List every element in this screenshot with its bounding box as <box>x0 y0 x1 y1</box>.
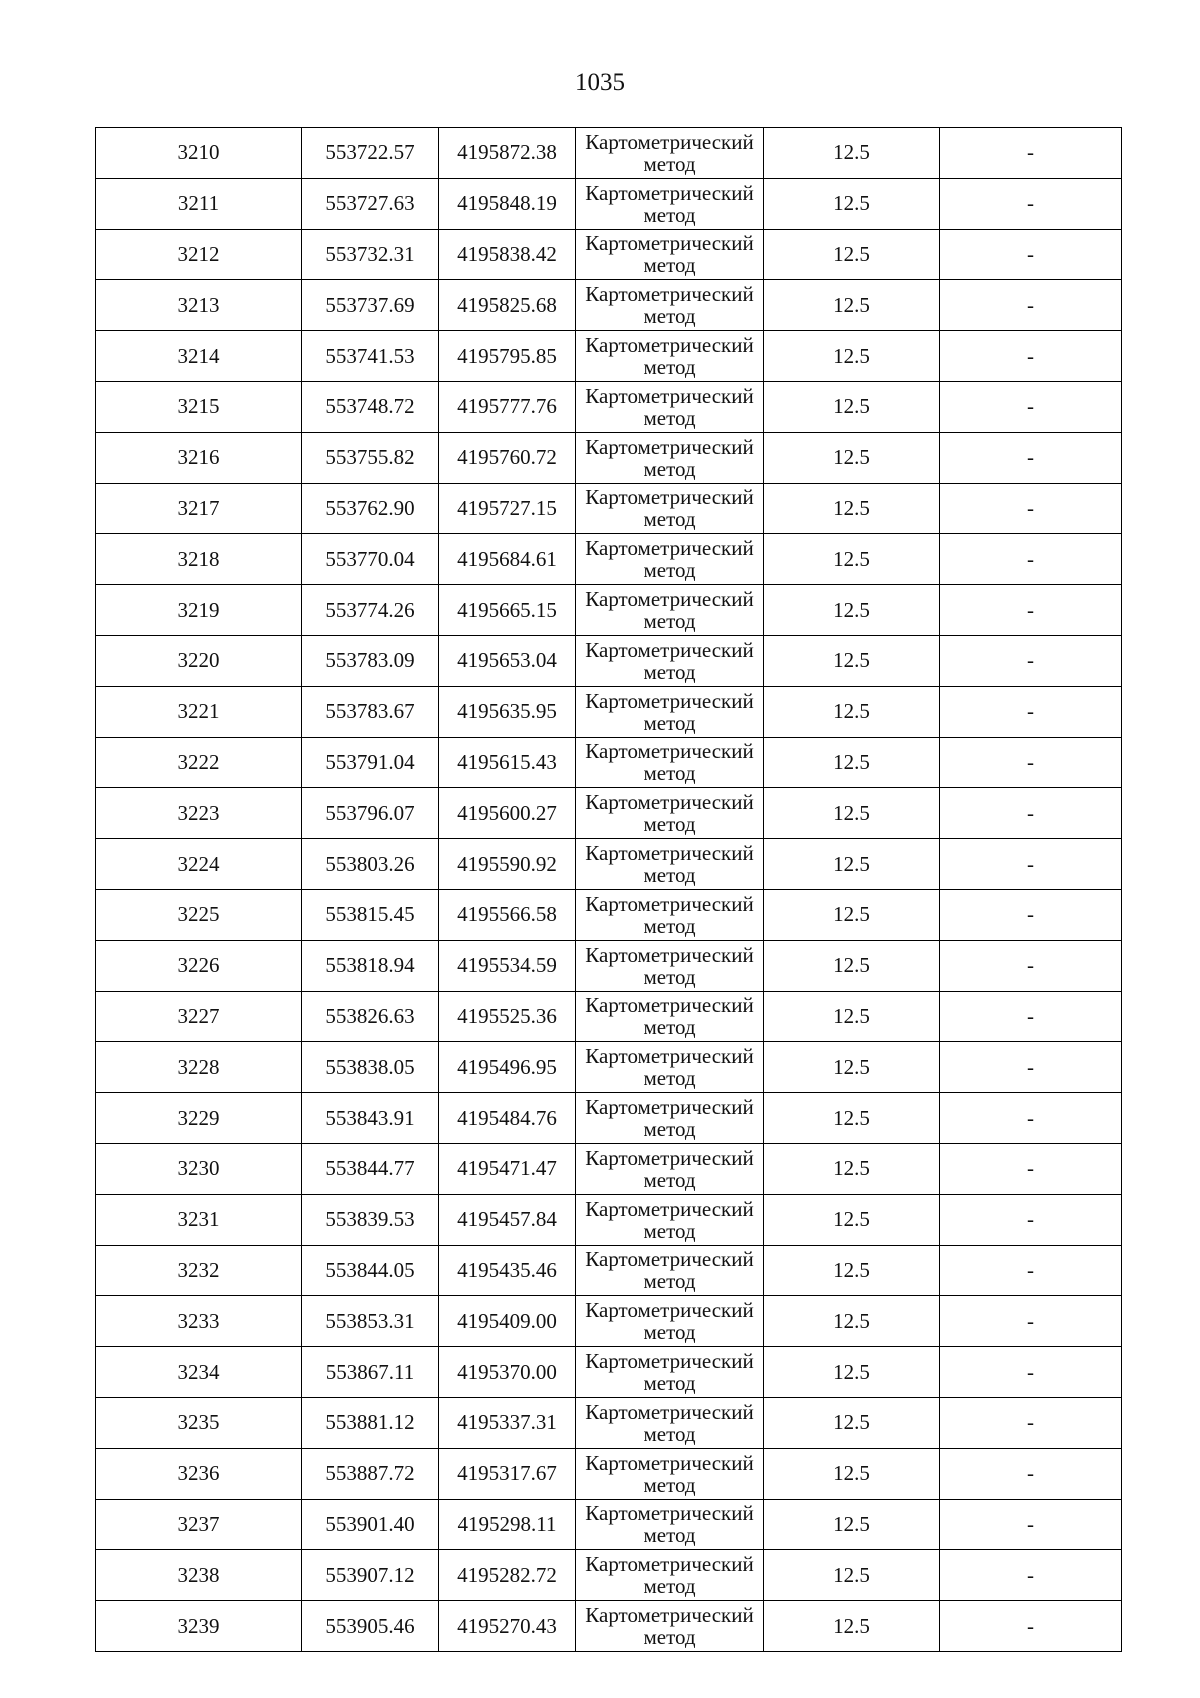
method-cell <box>576 534 764 585</box>
method-cell <box>576 1042 764 1093</box>
method-text-line: Картометрический <box>585 1450 754 1475</box>
description-cell: - <box>940 1499 1122 1550</box>
y-coordinate-cell: 4195825.68 <box>439 280 576 331</box>
accuracy-cell: 12.5 <box>764 991 940 1042</box>
method-cell <box>576 788 764 839</box>
method-text-line: Картометрический <box>585 841 754 866</box>
method-text-line: метод <box>643 1269 696 1294</box>
table-row <box>96 178 1122 229</box>
description-cell: - <box>940 1194 1122 1245</box>
description-cell: - <box>940 1143 1122 1194</box>
point-number-cell: 3214 <box>96 331 302 382</box>
method-text-line: метод <box>643 507 696 532</box>
table-row <box>96 839 1122 890</box>
method-cell <box>576 1550 764 1601</box>
x-coordinate-cell: 553755.82 <box>302 432 439 483</box>
y-coordinate-cell: 4195635.95 <box>439 686 576 737</box>
method-text-line: Картометрический <box>585 1196 754 1221</box>
x-coordinate-cell: 553838.05 <box>302 1042 439 1093</box>
point-number-cell: 3225 <box>96 889 302 940</box>
point-number-cell: 3224 <box>96 839 302 890</box>
x-coordinate-cell: 553839.53 <box>302 1194 439 1245</box>
x-coordinate-cell: 553843.91 <box>302 1093 439 1144</box>
method-cell <box>576 432 764 483</box>
y-coordinate-cell: 4195471.47 <box>439 1143 576 1194</box>
y-coordinate-cell: 4195838.42 <box>439 229 576 280</box>
y-coordinate-cell: 4195484.76 <box>439 1093 576 1144</box>
description-cell: - <box>940 381 1122 432</box>
point-number-cell: 3232 <box>96 1245 302 1296</box>
y-coordinate-cell: 4195684.61 <box>439 534 576 585</box>
x-coordinate-cell: 553803.26 <box>302 839 439 890</box>
method-text-line: метод <box>643 1574 696 1599</box>
x-coordinate-cell: 553732.31 <box>302 229 439 280</box>
description-cell: - <box>940 1042 1122 1093</box>
accuracy-cell: 12.5 <box>764 1143 940 1194</box>
x-coordinate-cell: 553901.40 <box>302 1499 439 1550</box>
accuracy-cell: 12.5 <box>764 1042 940 1093</box>
coordinates-table <box>95 127 1122 1652</box>
point-number-cell: 3221 <box>96 686 302 737</box>
x-coordinate-cell: 553770.04 <box>302 534 439 585</box>
method-text-line: Картометрический <box>585 1247 754 1272</box>
point-number-cell: 3212 <box>96 229 302 280</box>
y-coordinate-cell: 4195600.27 <box>439 788 576 839</box>
point-number-cell: 3219 <box>96 585 302 636</box>
x-coordinate-cell: 553737.69 <box>302 280 439 331</box>
x-coordinate-cell: 553905.46 <box>302 1601 439 1652</box>
description-cell: - <box>940 737 1122 788</box>
point-number-cell: 3227 <box>96 991 302 1042</box>
description-cell: - <box>940 635 1122 686</box>
table-row <box>96 1499 1122 1550</box>
point-number-cell: 3235 <box>96 1397 302 1448</box>
method-text-line: Картометрический <box>585 891 754 916</box>
method-text-line: метод <box>643 1066 696 1091</box>
table-row <box>96 1550 1122 1601</box>
method-text-line: Картометрический <box>585 1349 754 1374</box>
description-cell: - <box>940 889 1122 940</box>
point-number-cell: 3220 <box>96 635 302 686</box>
y-coordinate-cell: 4195760.72 <box>439 432 576 483</box>
table-row <box>96 1093 1122 1144</box>
table-row <box>96 1245 1122 1296</box>
y-coordinate-cell: 4195317.67 <box>439 1448 576 1499</box>
y-coordinate-cell: 4195777.76 <box>439 381 576 432</box>
method-text-line: Картометрический <box>585 942 754 967</box>
point-number-cell: 3228 <box>96 1042 302 1093</box>
x-coordinate-cell: 553783.67 <box>302 686 439 737</box>
y-coordinate-cell: 4195872.38 <box>439 128 576 179</box>
accuracy-cell: 12.5 <box>764 1499 940 1550</box>
table-row <box>96 1296 1122 1347</box>
method-text-line: метод <box>643 913 696 938</box>
y-coordinate-cell: 4195496.95 <box>439 1042 576 1093</box>
method-text-line: метод <box>643 1117 696 1142</box>
table-row <box>96 1448 1122 1499</box>
method-text-line: метод <box>643 202 696 227</box>
method-cell <box>576 1093 764 1144</box>
description-cell: - <box>940 331 1122 382</box>
method-cell <box>576 280 764 331</box>
method-text-line: Картометрический <box>585 129 754 154</box>
accuracy-cell: 12.5 <box>764 889 940 940</box>
y-coordinate-cell: 4195653.04 <box>439 635 576 686</box>
y-coordinate-cell: 4195848.19 <box>439 178 576 229</box>
y-coordinate-cell: 4195727.15 <box>439 483 576 534</box>
method-cell <box>576 686 764 737</box>
accuracy-cell: 12.5 <box>764 686 940 737</box>
y-coordinate-cell: 4195409.00 <box>439 1296 576 1347</box>
method-text-line: Картометрический <box>585 1095 754 1120</box>
method-cell <box>576 889 764 940</box>
accuracy-cell: 12.5 <box>764 229 940 280</box>
table-row <box>96 1601 1122 1652</box>
method-cell <box>576 1296 764 1347</box>
y-coordinate-cell: 4195525.36 <box>439 991 576 1042</box>
method-text-line: метод <box>643 863 696 888</box>
table-row <box>96 686 1122 737</box>
point-number-cell: 3237 <box>96 1499 302 1550</box>
method-cell <box>576 635 764 686</box>
description-cell: - <box>940 686 1122 737</box>
accuracy-cell: 12.5 <box>764 178 940 229</box>
table-row <box>96 737 1122 788</box>
y-coordinate-cell: 4195435.46 <box>439 1245 576 1296</box>
method-cell <box>576 1601 764 1652</box>
method-text-line: метод <box>643 1167 696 1192</box>
point-number-cell: 3233 <box>96 1296 302 1347</box>
point-number-cell: 3229 <box>96 1093 302 1144</box>
description-cell: - <box>940 483 1122 534</box>
x-coordinate-cell: 553741.53 <box>302 331 439 382</box>
accuracy-cell: 12.5 <box>764 331 940 382</box>
point-number-cell: 3230 <box>96 1143 302 1194</box>
x-coordinate-cell: 553722.57 <box>302 128 439 179</box>
table-row <box>96 991 1122 1042</box>
table-row <box>96 381 1122 432</box>
table-row <box>96 1143 1122 1194</box>
point-number-cell: 3216 <box>96 432 302 483</box>
table-row <box>96 585 1122 636</box>
method-cell <box>576 331 764 382</box>
table-row <box>96 1347 1122 1398</box>
method-text-line: метод <box>643 253 696 278</box>
x-coordinate-cell: 553853.31 <box>302 1296 439 1347</box>
x-coordinate-cell: 553783.09 <box>302 635 439 686</box>
method-text-line: Картометрический <box>585 1552 754 1577</box>
method-cell <box>576 1499 764 1550</box>
method-text-line: метод <box>643 304 696 329</box>
accuracy-cell: 12.5 <box>764 839 940 890</box>
method-cell <box>576 1245 764 1296</box>
x-coordinate-cell: 553907.12 <box>302 1550 439 1601</box>
description-cell: - <box>940 991 1122 1042</box>
point-number-cell: 3213 <box>96 280 302 331</box>
x-coordinate-cell: 553881.12 <box>302 1397 439 1448</box>
method-cell <box>576 128 764 179</box>
point-number-cell: 3226 <box>96 940 302 991</box>
table-row <box>96 889 1122 940</box>
method-cell <box>576 839 764 890</box>
method-text-line: Картометрический <box>585 231 754 256</box>
method-text-line: метод <box>643 812 696 837</box>
accuracy-cell: 12.5 <box>764 635 940 686</box>
x-coordinate-cell: 553844.05 <box>302 1245 439 1296</box>
table-row <box>96 483 1122 534</box>
description-cell: - <box>940 229 1122 280</box>
method-text-line: метод <box>643 456 696 481</box>
page-number: 1035 <box>575 69 625 96</box>
method-text-line: Картометрический <box>585 1399 754 1424</box>
x-coordinate-cell: 553762.90 <box>302 483 439 534</box>
method-text-line: Картометрический <box>585 1044 754 1069</box>
accuracy-cell: 12.5 <box>764 1397 940 1448</box>
x-coordinate-cell: 553748.72 <box>302 381 439 432</box>
accuracy-cell: 12.5 <box>764 737 940 788</box>
description-cell: - <box>940 1093 1122 1144</box>
accuracy-cell: 12.5 <box>764 788 940 839</box>
method-cell <box>576 1347 764 1398</box>
point-number-cell: 3236 <box>96 1448 302 1499</box>
x-coordinate-cell: 553887.72 <box>302 1448 439 1499</box>
accuracy-cell: 12.5 <box>764 1601 940 1652</box>
method-text-line: метод <box>643 1625 696 1649</box>
method-text-line: метод <box>643 761 696 786</box>
method-text-line: метод <box>643 1523 696 1548</box>
y-coordinate-cell: 4195795.85 <box>439 331 576 382</box>
method-text-line: Картометрический <box>585 485 754 510</box>
method-cell <box>576 483 764 534</box>
table-row <box>96 534 1122 585</box>
y-coordinate-cell: 4195590.92 <box>439 839 576 890</box>
table-row <box>96 229 1122 280</box>
point-number-cell: 3238 <box>96 1550 302 1601</box>
method-text-line: Картометрический <box>585 1501 754 1526</box>
description-cell: - <box>940 178 1122 229</box>
table-row <box>96 788 1122 839</box>
table-row <box>96 1194 1122 1245</box>
method-cell <box>576 1397 764 1448</box>
description-cell: - <box>940 1601 1122 1652</box>
x-coordinate-cell: 553867.11 <box>302 1347 439 1398</box>
y-coordinate-cell: 4195534.59 <box>439 940 576 991</box>
y-coordinate-cell: 4195665.15 <box>439 585 576 636</box>
description-cell: - <box>940 788 1122 839</box>
accuracy-cell: 12.5 <box>764 1194 940 1245</box>
point-number-cell: 3218 <box>96 534 302 585</box>
table-row <box>96 635 1122 686</box>
method-cell <box>576 178 764 229</box>
description-cell: - <box>940 534 1122 585</box>
coordinates-table-body <box>96 128 1122 1652</box>
method-text-line: Картометрический <box>585 1298 754 1323</box>
x-coordinate-cell: 553791.04 <box>302 737 439 788</box>
y-coordinate-cell: 4195337.31 <box>439 1397 576 1448</box>
method-text-line: Картометрический <box>585 637 754 662</box>
y-coordinate-cell: 4195298.11 <box>439 1499 576 1550</box>
description-cell: - <box>940 940 1122 991</box>
accuracy-cell: 12.5 <box>764 1296 940 1347</box>
description-cell: - <box>940 280 1122 331</box>
accuracy-cell: 12.5 <box>764 432 940 483</box>
method-text-line: Картометрический <box>585 688 754 713</box>
point-number-cell: 3210 <box>96 128 302 179</box>
method-text-line: Картометрический <box>585 1145 754 1170</box>
method-cell <box>576 381 764 432</box>
accuracy-cell: 12.5 <box>764 585 940 636</box>
method-text-line: метод <box>643 558 696 583</box>
description-cell: - <box>940 1550 1122 1601</box>
x-coordinate-cell: 553796.07 <box>302 788 439 839</box>
y-coordinate-cell: 4195370.00 <box>439 1347 576 1398</box>
method-text-line: Картометрический <box>585 333 754 358</box>
method-text-line: метод <box>643 710 696 735</box>
accuracy-cell: 12.5 <box>764 940 940 991</box>
method-cell <box>576 737 764 788</box>
method-text-line: Картометрический <box>585 993 754 1018</box>
method-text-line: метод <box>643 355 696 380</box>
method-cell <box>576 940 764 991</box>
point-number-cell: 3222 <box>96 737 302 788</box>
table-row <box>96 940 1122 991</box>
accuracy-cell: 12.5 <box>764 1245 940 1296</box>
description-cell: - <box>940 1245 1122 1296</box>
method-text-line: Картометрический <box>585 739 754 764</box>
accuracy-cell: 12.5 <box>764 381 940 432</box>
accuracy-cell: 12.5 <box>764 1550 940 1601</box>
method-text-line: Картометрический <box>585 282 754 307</box>
description-cell: - <box>940 585 1122 636</box>
point-number-cell: 3223 <box>96 788 302 839</box>
table-row <box>96 432 1122 483</box>
table-row <box>96 280 1122 331</box>
method-text-line: Картометрический <box>585 434 754 459</box>
point-number-cell: 3239 <box>96 1601 302 1652</box>
y-coordinate-cell: 4195566.58 <box>439 889 576 940</box>
point-number-cell: 3217 <box>96 483 302 534</box>
method-text-line: метод <box>643 964 696 989</box>
description-cell: - <box>940 128 1122 179</box>
accuracy-cell: 12.5 <box>764 534 940 585</box>
method-cell <box>576 1143 764 1194</box>
description-cell: - <box>940 1397 1122 1448</box>
method-cell <box>576 1448 764 1499</box>
x-coordinate-cell: 553844.77 <box>302 1143 439 1194</box>
table-row <box>96 1042 1122 1093</box>
y-coordinate-cell: 4195282.72 <box>439 1550 576 1601</box>
method-text-line: метод <box>643 1472 696 1497</box>
method-cell <box>576 1194 764 1245</box>
x-coordinate-cell: 553818.94 <box>302 940 439 991</box>
method-text-line: метод <box>643 405 696 430</box>
accuracy-cell: 12.5 <box>764 280 940 331</box>
description-cell: - <box>940 1347 1122 1398</box>
description-cell: - <box>940 432 1122 483</box>
method-text-line: Картометрический <box>585 587 754 612</box>
accuracy-cell: 12.5 <box>764 128 940 179</box>
table-row <box>96 1397 1122 1448</box>
point-number-cell: 3234 <box>96 1347 302 1398</box>
point-number-cell: 3215 <box>96 381 302 432</box>
x-coordinate-cell: 553815.45 <box>302 889 439 940</box>
y-coordinate-cell: 4195270.43 <box>439 1601 576 1652</box>
y-coordinate-cell: 4195457.84 <box>439 1194 576 1245</box>
x-coordinate-cell: 553727.63 <box>302 178 439 229</box>
method-text-line: Картометрический <box>585 180 754 205</box>
method-text-line: метод <box>643 1320 696 1345</box>
method-text-line: Картометрический <box>585 383 754 408</box>
method-text-line: метод <box>643 1015 696 1040</box>
method-text-line: Картометрический <box>585 790 754 815</box>
accuracy-cell: 12.5 <box>764 1448 940 1499</box>
method-text-line: метод <box>643 659 696 684</box>
point-number-cell: 3231 <box>96 1194 302 1245</box>
method-text-line: метод <box>643 1421 696 1446</box>
accuracy-cell: 12.5 <box>764 483 940 534</box>
point-number-cell: 3211 <box>96 178 302 229</box>
method-text-line: Картометрический <box>585 1603 754 1627</box>
method-text-line: метод <box>643 151 696 176</box>
accuracy-cell: 12.5 <box>764 1093 940 1144</box>
table-row <box>96 331 1122 382</box>
method-cell <box>576 991 764 1042</box>
x-coordinate-cell: 553826.63 <box>302 991 439 1042</box>
method-cell <box>576 585 764 636</box>
description-cell: - <box>940 839 1122 890</box>
method-text-line: метод <box>643 1218 696 1243</box>
table-row <box>96 128 1122 179</box>
accuracy-cell: 12.5 <box>764 1347 940 1398</box>
x-coordinate-cell: 553774.26 <box>302 585 439 636</box>
method-text-line: метод <box>643 1371 696 1396</box>
method-text-line: Картометрический <box>585 536 754 561</box>
description-cell: - <box>940 1448 1122 1499</box>
y-coordinate-cell: 4195615.43 <box>439 737 576 788</box>
description-cell: - <box>940 1296 1122 1347</box>
method-cell <box>576 229 764 280</box>
method-text-line: метод <box>643 609 696 634</box>
